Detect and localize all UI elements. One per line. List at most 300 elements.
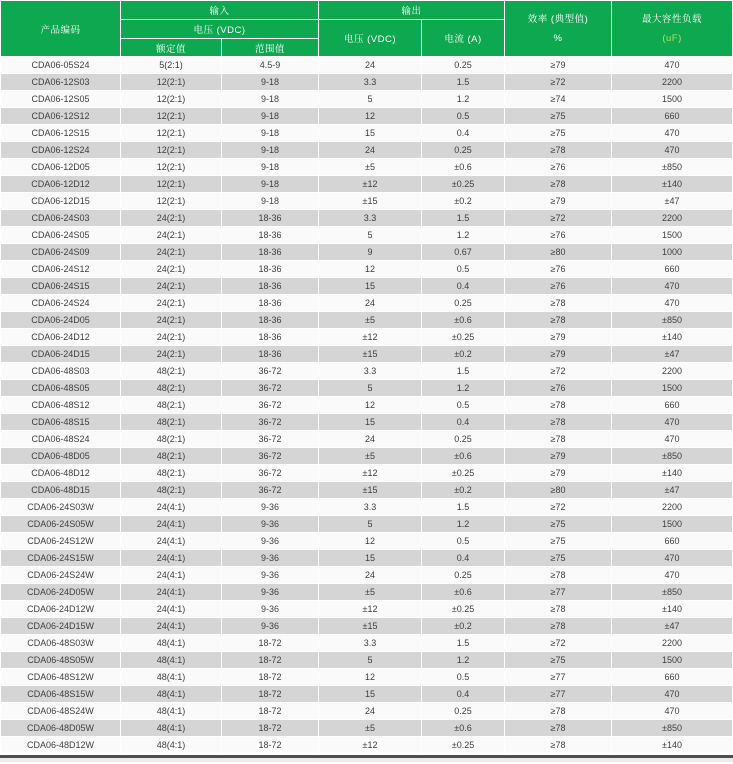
cell-efficiency: ≥76: [505, 278, 611, 294]
table-row: [1, 363, 732, 379]
cell-efficiency: ≥78: [505, 720, 611, 736]
cell-max_cap: ±47: [612, 193, 732, 209]
cell-efficiency: ≥78: [505, 142, 611, 158]
table-row: [1, 312, 732, 328]
efficiency-unit: %: [553, 32, 563, 44]
cell-input_rated: 24(2:1): [121, 312, 221, 328]
cell-output_current: 0.25: [422, 57, 504, 73]
cell-output_current: ±0.25: [422, 601, 504, 617]
cell-max_cap: 470: [612, 295, 732, 311]
cell-max_cap: ±140: [612, 601, 732, 617]
cell-input_rated: 24(4:1): [121, 567, 221, 583]
table-row: [1, 176, 732, 192]
cell-output_current: 0.4: [422, 686, 504, 702]
cell-output_current: ±0.6: [422, 312, 504, 328]
cell-input_rated: 24(2:1): [121, 346, 221, 362]
cell-input_rated: 24(4:1): [121, 550, 221, 566]
cell-code: CDA06-48D12W: [1, 737, 120, 753]
cell-efficiency: ≥75: [505, 652, 611, 668]
cell-efficiency: ≥78: [505, 312, 611, 328]
table-row: [1, 584, 732, 600]
cell-efficiency: ≥78: [505, 176, 611, 192]
cell-input_rated: 12(2:1): [121, 193, 221, 209]
cell-efficiency: ≥72: [505, 210, 611, 226]
cell-output_current: ±0.25: [422, 465, 504, 481]
cell-max_cap: ±140: [612, 329, 732, 345]
cell-input_range: 36-72: [222, 380, 318, 396]
cell-code: CDA06-24S09: [1, 244, 120, 260]
cell-output_voltage: 3.3: [319, 210, 421, 226]
cell-code: CDA06-24D12W: [1, 601, 120, 617]
cell-output_current: ±0.25: [422, 176, 504, 192]
cell-efficiency: ≥74: [505, 91, 611, 107]
cell-max_cap: 660: [612, 108, 732, 124]
cell-output_current: ±0.6: [422, 159, 504, 175]
cell-code: CDA06-12S24: [1, 142, 120, 158]
cell-efficiency: ≥76: [505, 159, 611, 175]
cell-efficiency: ≥75: [505, 125, 611, 141]
col-header-input-voltage: 电压 (VDC): [121, 20, 318, 38]
cell-output_current: ±0.25: [422, 329, 504, 345]
table-row: [1, 448, 732, 464]
cell-input_range: 9-36: [222, 533, 318, 549]
cell-input_rated: 12(2:1): [121, 91, 221, 107]
table-row: [1, 533, 732, 549]
cell-input_rated: 48(2:1): [121, 431, 221, 447]
cell-efficiency: ≥78: [505, 397, 611, 413]
table-row: [1, 499, 732, 515]
cell-input_rated: 48(2:1): [121, 414, 221, 430]
col-header-input-group: 输入: [121, 1, 318, 19]
cell-input_rated: 24(2:1): [121, 210, 221, 226]
col-header-product-code: 产品编码: [1, 1, 120, 56]
table-row: [1, 618, 732, 634]
cell-output_current: 0.4: [422, 125, 504, 141]
cell-max_cap: 660: [612, 261, 732, 277]
cell-output_current: ±0.2: [422, 346, 504, 362]
cell-output_current: 1.2: [422, 516, 504, 532]
cell-efficiency: ≥80: [505, 244, 611, 260]
cell-max_cap: 660: [612, 533, 732, 549]
cell-code: CDA06-48D15: [1, 482, 120, 498]
table-row: [1, 329, 732, 345]
cell-output_voltage: 9: [319, 244, 421, 260]
cell-efficiency: ≥78: [505, 618, 611, 634]
cell-code: CDA06-24S12W: [1, 533, 120, 549]
cell-max_cap: ±47: [612, 618, 732, 634]
cell-max_cap: 2200: [612, 635, 732, 651]
cell-input_rated: 24(2:1): [121, 278, 221, 294]
cell-max_cap: 1500: [612, 227, 732, 243]
cell-max_cap: 470: [612, 431, 732, 447]
cell-input_rated: 24(2:1): [121, 261, 221, 277]
cell-max_cap: 1500: [612, 91, 732, 107]
cell-code: CDA06-12S03: [1, 74, 120, 90]
cell-max_cap: ±850: [612, 720, 732, 736]
table-row: [1, 159, 732, 175]
cell-code: CDA06-12S12: [1, 108, 120, 124]
cell-code: CDA06-24S05: [1, 227, 120, 243]
cell-output_voltage: ±12: [319, 329, 421, 345]
cell-output_current: ±0.6: [422, 448, 504, 464]
max-cap-unit: (uF): [662, 32, 682, 44]
cell-output_voltage: 15: [319, 686, 421, 702]
cell-max_cap: 660: [612, 397, 732, 413]
cell-input_range: 18-36: [222, 210, 318, 226]
cell-code: CDA06-48S12: [1, 397, 120, 413]
table-row: [1, 703, 732, 719]
cell-input_range: 18-72: [222, 720, 318, 736]
cell-output_current: 1.2: [422, 91, 504, 107]
cell-input_rated: 48(2:1): [121, 380, 221, 396]
cell-input_range: 9-18: [222, 74, 318, 90]
cell-output_voltage: 5: [319, 91, 421, 107]
cell-input_range: 18-36: [222, 329, 318, 345]
cell-output_current: 0.4: [422, 278, 504, 294]
efficiency-title: 效率 (典型值): [527, 13, 589, 25]
cell-max_cap: 1500: [612, 652, 732, 668]
table-row: [1, 414, 732, 430]
cell-code: CDA06-48S24: [1, 431, 120, 447]
col-header-output-voltage: 电压 (VDC): [319, 20, 421, 56]
cell-input_rated: 24(4:1): [121, 533, 221, 549]
cell-output_current: 0.5: [422, 261, 504, 277]
cell-max_cap: 470: [612, 278, 732, 294]
cell-output_voltage: 12: [319, 669, 421, 685]
cell-output_current: 0.5: [422, 108, 504, 124]
cell-output_voltage: 12: [319, 533, 421, 549]
cell-output_current: 1.5: [422, 635, 504, 651]
cell-output_voltage: ±5: [319, 448, 421, 464]
cell-input_range: 18-36: [222, 295, 318, 311]
cell-input_rated: 24(2:1): [121, 244, 221, 260]
cell-output_voltage: 24: [319, 703, 421, 719]
cell-input_rated: 48(4:1): [121, 669, 221, 685]
cell-efficiency: ≥72: [505, 635, 611, 651]
cell-input_range: 36-72: [222, 431, 318, 447]
cell-input_rated: 24(4:1): [121, 618, 221, 634]
cell-input_range: 9-18: [222, 142, 318, 158]
cell-max_cap: 470: [612, 142, 732, 158]
cell-input_range: 36-72: [222, 363, 318, 379]
cell-output_voltage: ±12: [319, 737, 421, 753]
table-row: [1, 346, 732, 362]
cell-code: CDA06-24S15: [1, 278, 120, 294]
cell-output_voltage: ±5: [319, 584, 421, 600]
table-row: [1, 720, 732, 736]
cell-max_cap: ±140: [612, 737, 732, 753]
cell-efficiency: ≥75: [505, 533, 611, 549]
cell-code: CDA06-48S03: [1, 363, 120, 379]
cell-output_current: 0.5: [422, 669, 504, 685]
cell-output_current: 1.5: [422, 210, 504, 226]
cell-output_voltage: ±12: [319, 601, 421, 617]
cell-input_range: 18-36: [222, 227, 318, 243]
cell-code: CDA06-48S12W: [1, 669, 120, 685]
cell-code: CDA06-24S12: [1, 261, 120, 277]
cell-output_voltage: ±5: [319, 159, 421, 175]
cell-input_rated: 12(2:1): [121, 125, 221, 141]
cell-code: CDA06-24S24W: [1, 567, 120, 583]
cell-max_cap: ±140: [612, 176, 732, 192]
cell-efficiency: ≥78: [505, 295, 611, 311]
cell-efficiency: ≥72: [505, 363, 611, 379]
cell-output_current: 1.2: [422, 652, 504, 668]
cell-output_voltage: 5: [319, 227, 421, 243]
cell-efficiency: ≥80: [505, 482, 611, 498]
cell-output_current: 0.25: [422, 295, 504, 311]
cell-code: CDA06-24S03W: [1, 499, 120, 515]
cell-input_range: 18-72: [222, 686, 318, 702]
cell-output_voltage: ±12: [319, 176, 421, 192]
cell-max_cap: ±850: [612, 159, 732, 175]
table-row: [1, 295, 732, 311]
cell-input_rated: 48(2:1): [121, 363, 221, 379]
cell-input_range: 36-72: [222, 448, 318, 464]
cell-output_current: 1.2: [422, 380, 504, 396]
cell-output_voltage: 15: [319, 125, 421, 141]
cell-code: CDA06-24D15: [1, 346, 120, 362]
cell-max_cap: 2200: [612, 74, 732, 90]
cell-input_rated: 12(2:1): [121, 108, 221, 124]
cell-max_cap: ±850: [612, 584, 732, 600]
cell-input_range: 9-36: [222, 618, 318, 634]
cell-efficiency: ≥76: [505, 227, 611, 243]
cell-input_range: 9-36: [222, 601, 318, 617]
cell-efficiency: ≥79: [505, 193, 611, 209]
cell-input_rated: 24(4:1): [121, 601, 221, 617]
cell-max_cap: ±47: [612, 482, 732, 498]
cell-output_voltage: 15: [319, 278, 421, 294]
cell-max_cap: 1500: [612, 380, 732, 396]
cell-efficiency: ≥78: [505, 737, 611, 753]
table-row: [1, 601, 732, 617]
cell-input_range: 18-36: [222, 312, 318, 328]
cell-output_voltage: ±15: [319, 193, 421, 209]
cell-input_range: 9-36: [222, 516, 318, 532]
table-row: [1, 210, 732, 226]
cell-code: CDA06-48S05W: [1, 652, 120, 668]
table-row: [1, 193, 732, 209]
cell-code: CDA06-24D15W: [1, 618, 120, 634]
col-header-output-group: 输出: [319, 1, 504, 19]
cell-input_rated: 48(4:1): [121, 635, 221, 651]
cell-output_current: 0.25: [422, 431, 504, 447]
cell-input_rated: 48(2:1): [121, 465, 221, 481]
cell-efficiency: ≥78: [505, 414, 611, 430]
cell-efficiency: ≥79: [505, 329, 611, 345]
cell-output_current: ±0.2: [422, 618, 504, 634]
cell-input_range: 18-36: [222, 261, 318, 277]
cell-max_cap: 470: [612, 57, 732, 73]
cell-output_current: 0.4: [422, 550, 504, 566]
cell-max_cap: ±850: [612, 312, 732, 328]
cell-code: CDA06-12S05: [1, 91, 120, 107]
cell-code: CDA06-48S15W: [1, 686, 120, 702]
cell-code: CDA06-24D05: [1, 312, 120, 328]
cell-output_voltage: ±5: [319, 312, 421, 328]
cell-input_rated: 24(4:1): [121, 584, 221, 600]
cell-input_rated: 24(2:1): [121, 295, 221, 311]
cell-max_cap: 470: [612, 125, 732, 141]
cell-output_voltage: ±12: [319, 465, 421, 481]
cell-code: CDA06-48D05W: [1, 720, 120, 736]
cell-input_range: 9-18: [222, 125, 318, 141]
table-row: [1, 227, 732, 243]
cell-code: CDA06-48S24W: [1, 703, 120, 719]
cell-input_rated: 24(4:1): [121, 516, 221, 532]
cell-efficiency: ≥78: [505, 567, 611, 583]
cell-code: CDA06-24S15W: [1, 550, 120, 566]
cell-input_range: 9-36: [222, 567, 318, 583]
cell-max_cap: 2200: [612, 210, 732, 226]
cell-output_voltage: 12: [319, 108, 421, 124]
cell-input_rated: 24(2:1): [121, 329, 221, 345]
cell-efficiency: ≥72: [505, 499, 611, 515]
cell-max_cap: 2200: [612, 499, 732, 515]
table-row: [1, 669, 732, 685]
cell-output_current: 0.5: [422, 533, 504, 549]
cell-input_range: 18-72: [222, 652, 318, 668]
cell-max_cap: 470: [612, 567, 732, 583]
cell-efficiency: ≥77: [505, 584, 611, 600]
cell-output_current: 1.5: [422, 74, 504, 90]
cell-output_voltage: 24: [319, 57, 421, 73]
cell-input_range: 9-18: [222, 193, 318, 209]
cell-code: CDA06-48S03W: [1, 635, 120, 651]
cell-code: CDA06-48S05: [1, 380, 120, 396]
cell-input_rated: 24(4:1): [121, 499, 221, 515]
table-row: [1, 91, 732, 107]
cell-code: CDA06-12D15: [1, 193, 120, 209]
cell-input_range: 4.5-9: [222, 57, 318, 73]
cell-input_rated: 48(4:1): [121, 686, 221, 702]
table-row: [1, 57, 732, 73]
max-cap-title: 最大容性负载: [642, 13, 703, 25]
cell-input_range: 9-18: [222, 159, 318, 175]
cell-output_current: 0.25: [422, 567, 504, 583]
col-header-input-range: 范围值: [222, 39, 318, 56]
cell-output_current: 0.25: [422, 703, 504, 719]
col-header-max-capacitive-load: [612, 1, 732, 56]
cell-code: CDA06-48D05: [1, 448, 120, 464]
cell-max_cap: 660: [612, 669, 732, 685]
cell-max_cap: 470: [612, 703, 732, 719]
cell-input_range: 18-72: [222, 737, 318, 753]
cell-efficiency: ≥79: [505, 346, 611, 362]
cell-max_cap: 1000: [612, 244, 732, 260]
cell-efficiency: ≥72: [505, 74, 611, 90]
cell-output_voltage: 5: [319, 652, 421, 668]
cell-code: CDA06-24D12: [1, 329, 120, 345]
cell-output_voltage: ±5: [319, 720, 421, 736]
cell-input_range: 18-36: [222, 346, 318, 362]
cell-efficiency: ≥79: [505, 465, 611, 481]
cell-input_range: 36-72: [222, 465, 318, 481]
cell-input_rated: 48(4:1): [121, 720, 221, 736]
cell-code: CDA06-48D12: [1, 465, 120, 481]
table-row: [1, 516, 732, 532]
col-header-input-rated: 额定值: [121, 39, 221, 56]
table-row: [1, 550, 732, 566]
cell-max_cap: 470: [612, 414, 732, 430]
cell-input_range: 18-36: [222, 244, 318, 260]
table-row: [1, 108, 732, 124]
cell-output_voltage: 24: [319, 567, 421, 583]
cell-input_rated: 12(2:1): [121, 159, 221, 175]
cell-code: CDA06-12D05: [1, 159, 120, 175]
table-row: [1, 244, 732, 260]
bottom-padding: [0, 758, 733, 762]
cell-input_range: 9-36: [222, 499, 318, 515]
table-row: [1, 686, 732, 702]
cell-output_current: 1.2: [422, 227, 504, 243]
cell-output_voltage: 12: [319, 397, 421, 413]
cell-output_voltage: 24: [319, 142, 421, 158]
cell-efficiency: ≥77: [505, 686, 611, 702]
cell-code: CDA06-24S24: [1, 295, 120, 311]
cell-efficiency: ≥78: [505, 431, 611, 447]
cell-efficiency: ≥76: [505, 261, 611, 277]
cell-output_current: 0.25: [422, 142, 504, 158]
cell-output_voltage: 5: [319, 380, 421, 396]
cell-input_rated: 48(2:1): [121, 448, 221, 464]
table-row: [1, 74, 732, 90]
cell-output_voltage: 3.3: [319, 499, 421, 515]
table-row: [1, 465, 732, 481]
cell-input_range: 36-72: [222, 482, 318, 498]
cell-input_rated: 48(4:1): [121, 652, 221, 668]
cell-output_voltage: 24: [319, 431, 421, 447]
cell-output_voltage: 15: [319, 550, 421, 566]
cell-output_voltage: 15: [319, 414, 421, 430]
cell-efficiency: ≥75: [505, 108, 611, 124]
cell-input_range: 36-72: [222, 397, 318, 413]
cell-max_cap: ±140: [612, 465, 732, 481]
cell-max_cap: 2200: [612, 363, 732, 379]
cell-efficiency: ≥77: [505, 669, 611, 685]
cell-code: CDA06-24S05W: [1, 516, 120, 532]
table-row: [1, 278, 732, 294]
cell-input_range: 36-72: [222, 414, 318, 430]
cell-input_range: 9-18: [222, 176, 318, 192]
cell-code: CDA06-12S15: [1, 125, 120, 141]
cell-input_rated: 24(2:1): [121, 227, 221, 243]
table-row: [1, 142, 732, 158]
table-row: [1, 261, 732, 277]
cell-input_range: 9-36: [222, 584, 318, 600]
cell-input_rated: 48(4:1): [121, 703, 221, 719]
table-row: [1, 397, 732, 413]
cell-output_voltage: 3.3: [319, 635, 421, 651]
cell-code: CDA06-12D12: [1, 176, 120, 192]
table-row: [1, 482, 732, 498]
cell-output_current: 1.5: [422, 499, 504, 515]
cell-input_range: 18-72: [222, 635, 318, 651]
cell-output_current: 1.5: [422, 363, 504, 379]
cell-output_current: ±0.2: [422, 193, 504, 209]
col-header-output-current: 电流 (A): [422, 20, 504, 56]
cell-input_rated: 12(2:1): [121, 176, 221, 192]
spec-table-body: [1, 57, 732, 753]
cell-max_cap: 470: [612, 686, 732, 702]
cell-output_current: ±0.2: [422, 482, 504, 498]
cell-input_range: 9-36: [222, 550, 318, 566]
cell-efficiency: ≥75: [505, 516, 611, 532]
cell-efficiency: ≥79: [505, 57, 611, 73]
cell-output_current: 0.5: [422, 397, 504, 413]
table-row: [1, 635, 732, 651]
